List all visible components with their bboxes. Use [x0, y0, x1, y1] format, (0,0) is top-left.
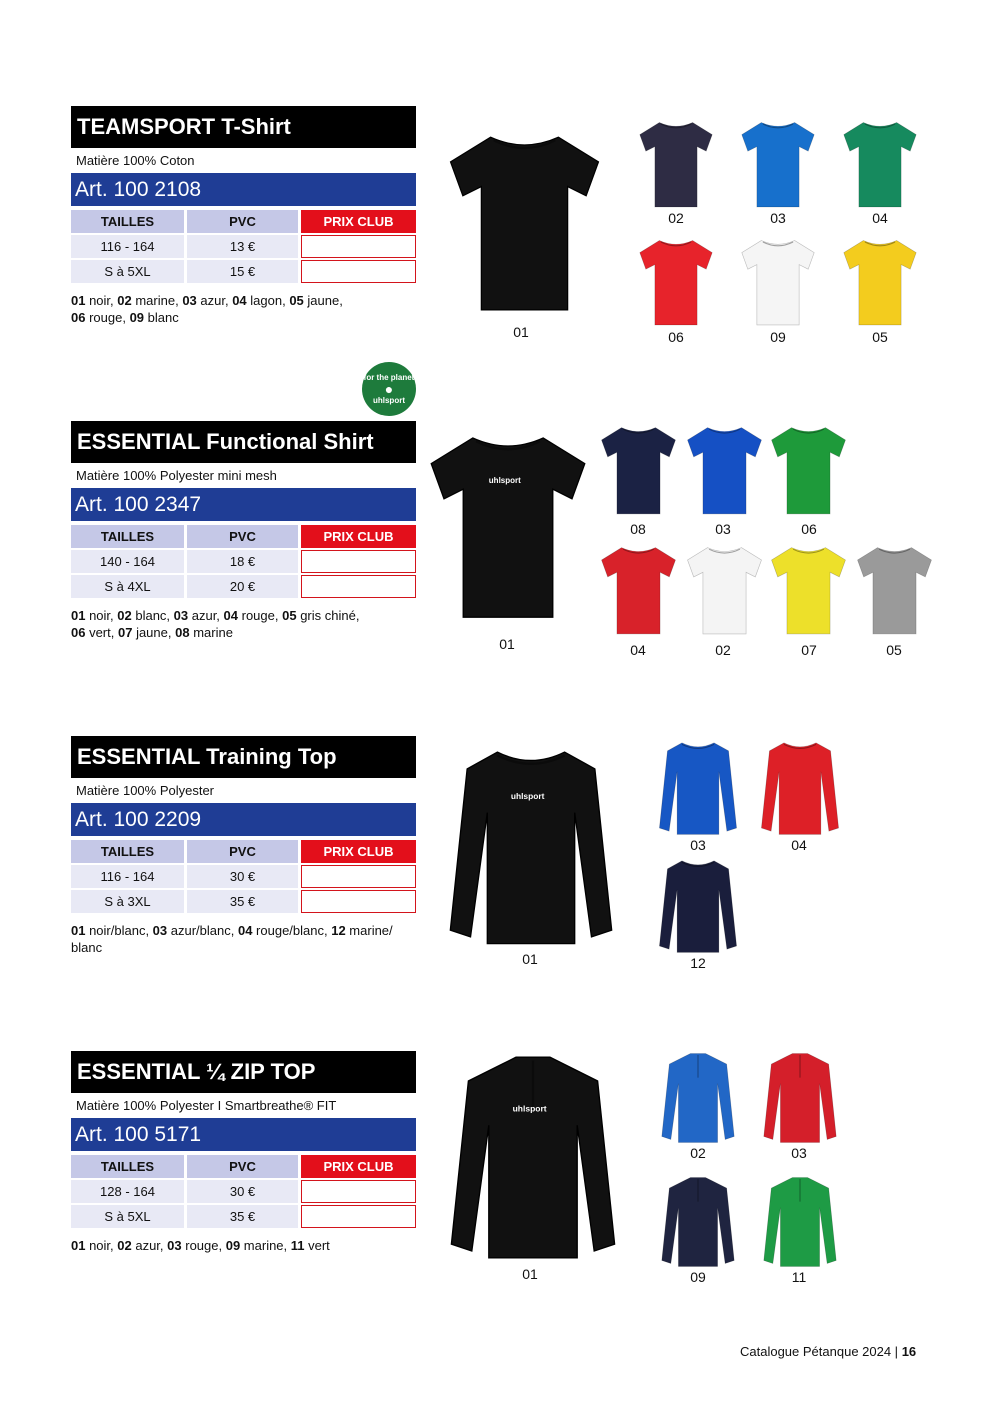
color-code-label: 03 — [791, 1145, 807, 1161]
size-cell: 116 - 164 — [71, 865, 184, 888]
color-list: 01 noir, 02 marine, 03 azur, 04 lagon, 05 jaune, 06 rouge, 09 blanc — [71, 293, 343, 325]
article-number: Art. 100 2347 — [71, 488, 416, 521]
garment-variant-image — [833, 118, 927, 210]
color-code-label: 02 — [715, 642, 731, 658]
garment-main-image — [441, 742, 621, 947]
garment-variant-image — [686, 422, 763, 518]
price-cell: 35 € — [187, 1205, 298, 1228]
product-material: Matière 100% Coton — [76, 153, 195, 168]
product-title: TEAMSPORT T-Shirt — [71, 106, 416, 148]
color-code-label: 02 — [690, 1145, 706, 1161]
header-prix-club: PRIX CLUB — [301, 840, 416, 863]
price-cell: 18 € — [187, 550, 298, 573]
badge-brand: uhlsport — [372, 396, 405, 405]
color-list: 01 noir, 02 blanc, 03 azur, 04 rouge, 05 gris chiné, 06 vert, 07 jaune, 08 marine — [71, 608, 360, 640]
color-code-label: 04 — [630, 642, 646, 658]
color-code-label: 01 — [513, 324, 529, 340]
price-cell: 35 € — [187, 890, 298, 913]
header-prix-club: PRIX CLUB — [301, 525, 416, 548]
color-code-label: 03 — [770, 210, 786, 226]
size-cell: S à 4XL — [71, 575, 184, 598]
size-cell: S à 5XL — [71, 260, 184, 283]
page-number: 16 — [901, 1344, 917, 1359]
garment-variant-image — [600, 422, 677, 518]
size-cell: 116 - 164 — [71, 235, 184, 258]
badge-text: for the planet — [363, 373, 415, 382]
price-table — [71, 1155, 416, 1228]
garment-variant-image — [629, 118, 723, 210]
color-code-label: 08 — [630, 521, 646, 537]
color-code-label: 03 — [690, 837, 706, 853]
color-code-label: 05 — [872, 329, 888, 345]
garment-variant-image — [600, 542, 677, 638]
catalogue-label: Catalogue Pétanque 2024 | — [740, 1344, 902, 1359]
color-code-label: 07 — [801, 642, 817, 658]
garment-variant-image — [731, 118, 825, 210]
garment-main-image — [428, 128, 621, 316]
size-cell: S à 3XL — [71, 890, 184, 913]
header-tailles: TAILLES — [71, 525, 184, 548]
garment-main-image — [428, 426, 588, 626]
price-cell: 30 € — [187, 1180, 298, 1203]
header-pvc: PVC — [187, 1155, 298, 1178]
price-cell: 30 € — [187, 865, 298, 888]
article-number: Art. 100 5171 — [71, 1118, 416, 1151]
header-tailles: TAILLES — [71, 1155, 184, 1178]
garment-variant-image — [660, 1176, 736, 1268]
price-table — [71, 525, 416, 598]
size-cell: 128 - 164 — [71, 1180, 184, 1203]
garment-variant-image — [660, 1052, 736, 1144]
color-code-label: 12 — [690, 955, 706, 971]
color-code-label: 02 — [668, 210, 684, 226]
club-price-field[interactable] — [301, 890, 416, 913]
product-material: Matière 100% Polyester mini mesh — [76, 468, 277, 483]
header-prix-club: PRIX CLUB — [301, 1155, 416, 1178]
header-prix-club: PRIX CLUB — [301, 210, 416, 233]
product-material: Matière 100% Polyester I Smartbreathe® FIT — [76, 1098, 337, 1113]
header-tailles: TAILLES — [71, 210, 184, 233]
price-cell: 13 € — [187, 235, 298, 258]
product-info-0 — [71, 106, 416, 326]
article-number: Art. 100 2108 — [71, 173, 416, 206]
club-price-field[interactable] — [301, 550, 416, 573]
color-code-label: 01 — [522, 1266, 538, 1282]
header-pvc: PVC — [187, 525, 298, 548]
club-price-field[interactable] — [301, 1205, 416, 1228]
color-code-label: 04 — [872, 210, 888, 226]
color-code-label: 06 — [668, 329, 684, 345]
header-tailles: TAILLES — [71, 840, 184, 863]
color-code-label: 03 — [715, 521, 731, 537]
garment-variant-image — [770, 422, 847, 518]
price-table — [71, 210, 416, 283]
garment-main-image — [448, 1050, 618, 1265]
article-number: Art. 100 2209 — [71, 803, 416, 836]
header-pvc: PVC — [187, 840, 298, 863]
product-info-3 — [71, 1051, 416, 1254]
club-price-field[interactable] — [301, 575, 416, 598]
garment-variant-image — [656, 856, 740, 954]
product-info-1 — [71, 421, 416, 641]
color-code-label: 09 — [770, 329, 786, 345]
garment-variant-image — [656, 738, 740, 836]
product-info-2 — [71, 736, 416, 956]
product-title: ESSENTIAL ¼ ZIP TOP — [71, 1051, 416, 1093]
product-title: ESSENTIAL Training Top — [71, 736, 416, 778]
color-code-label: 09 — [690, 1269, 706, 1285]
color-code-label: 06 — [801, 521, 817, 537]
page-footer — [740, 1344, 916, 1359]
color-code-label: 04 — [791, 837, 807, 853]
for-the-planet-badge — [362, 362, 416, 416]
color-code-label: 01 — [499, 636, 515, 652]
globe-icon: ● — [384, 381, 394, 397]
club-price-field[interactable] — [301, 865, 416, 888]
brand-logo-text: uhlsport — [510, 791, 545, 802]
garment-variant-image — [762, 1176, 838, 1268]
garment-variant-image — [833, 236, 927, 328]
color-code-label: 05 — [886, 642, 902, 658]
garment-variant-image — [770, 542, 847, 638]
color-list: 01 noir/blanc, 03 azur/blanc, 04 rouge/blanc, 12 marine/ blanc — [71, 923, 393, 955]
product-material: Matière 100% Polyester — [76, 783, 215, 798]
color-code-label: 11 — [791, 1269, 807, 1285]
brand-logo-text: uhlsport — [488, 475, 521, 485]
price-cell: 15 € — [187, 260, 298, 283]
price-cell: 20 € — [187, 575, 298, 598]
garment-variant-image — [758, 738, 842, 836]
garment-variant-image — [686, 542, 763, 638]
size-cell: 140 - 164 — [71, 550, 184, 573]
color-code-label: 01 — [522, 951, 538, 967]
garment-variant-image — [629, 236, 723, 328]
club-price-field[interactable] — [301, 235, 416, 258]
price-table — [71, 840, 416, 913]
garment-variant-image — [731, 236, 825, 328]
header-pvc: PVC — [187, 210, 298, 233]
club-price-field[interactable] — [301, 260, 416, 283]
garment-variant-image — [856, 542, 933, 638]
product-title: ESSENTIAL Functional Shirt — [71, 421, 416, 463]
size-cell: S à 5XL — [71, 1205, 184, 1228]
color-list: 01 noir, 02 azur, 03 rouge, 09 marine, 11 vert — [71, 1238, 330, 1253]
garment-variant-image — [762, 1052, 838, 1144]
brand-logo-text: uhlsport — [512, 1103, 547, 1114]
club-price-field[interactable] — [301, 1180, 416, 1203]
